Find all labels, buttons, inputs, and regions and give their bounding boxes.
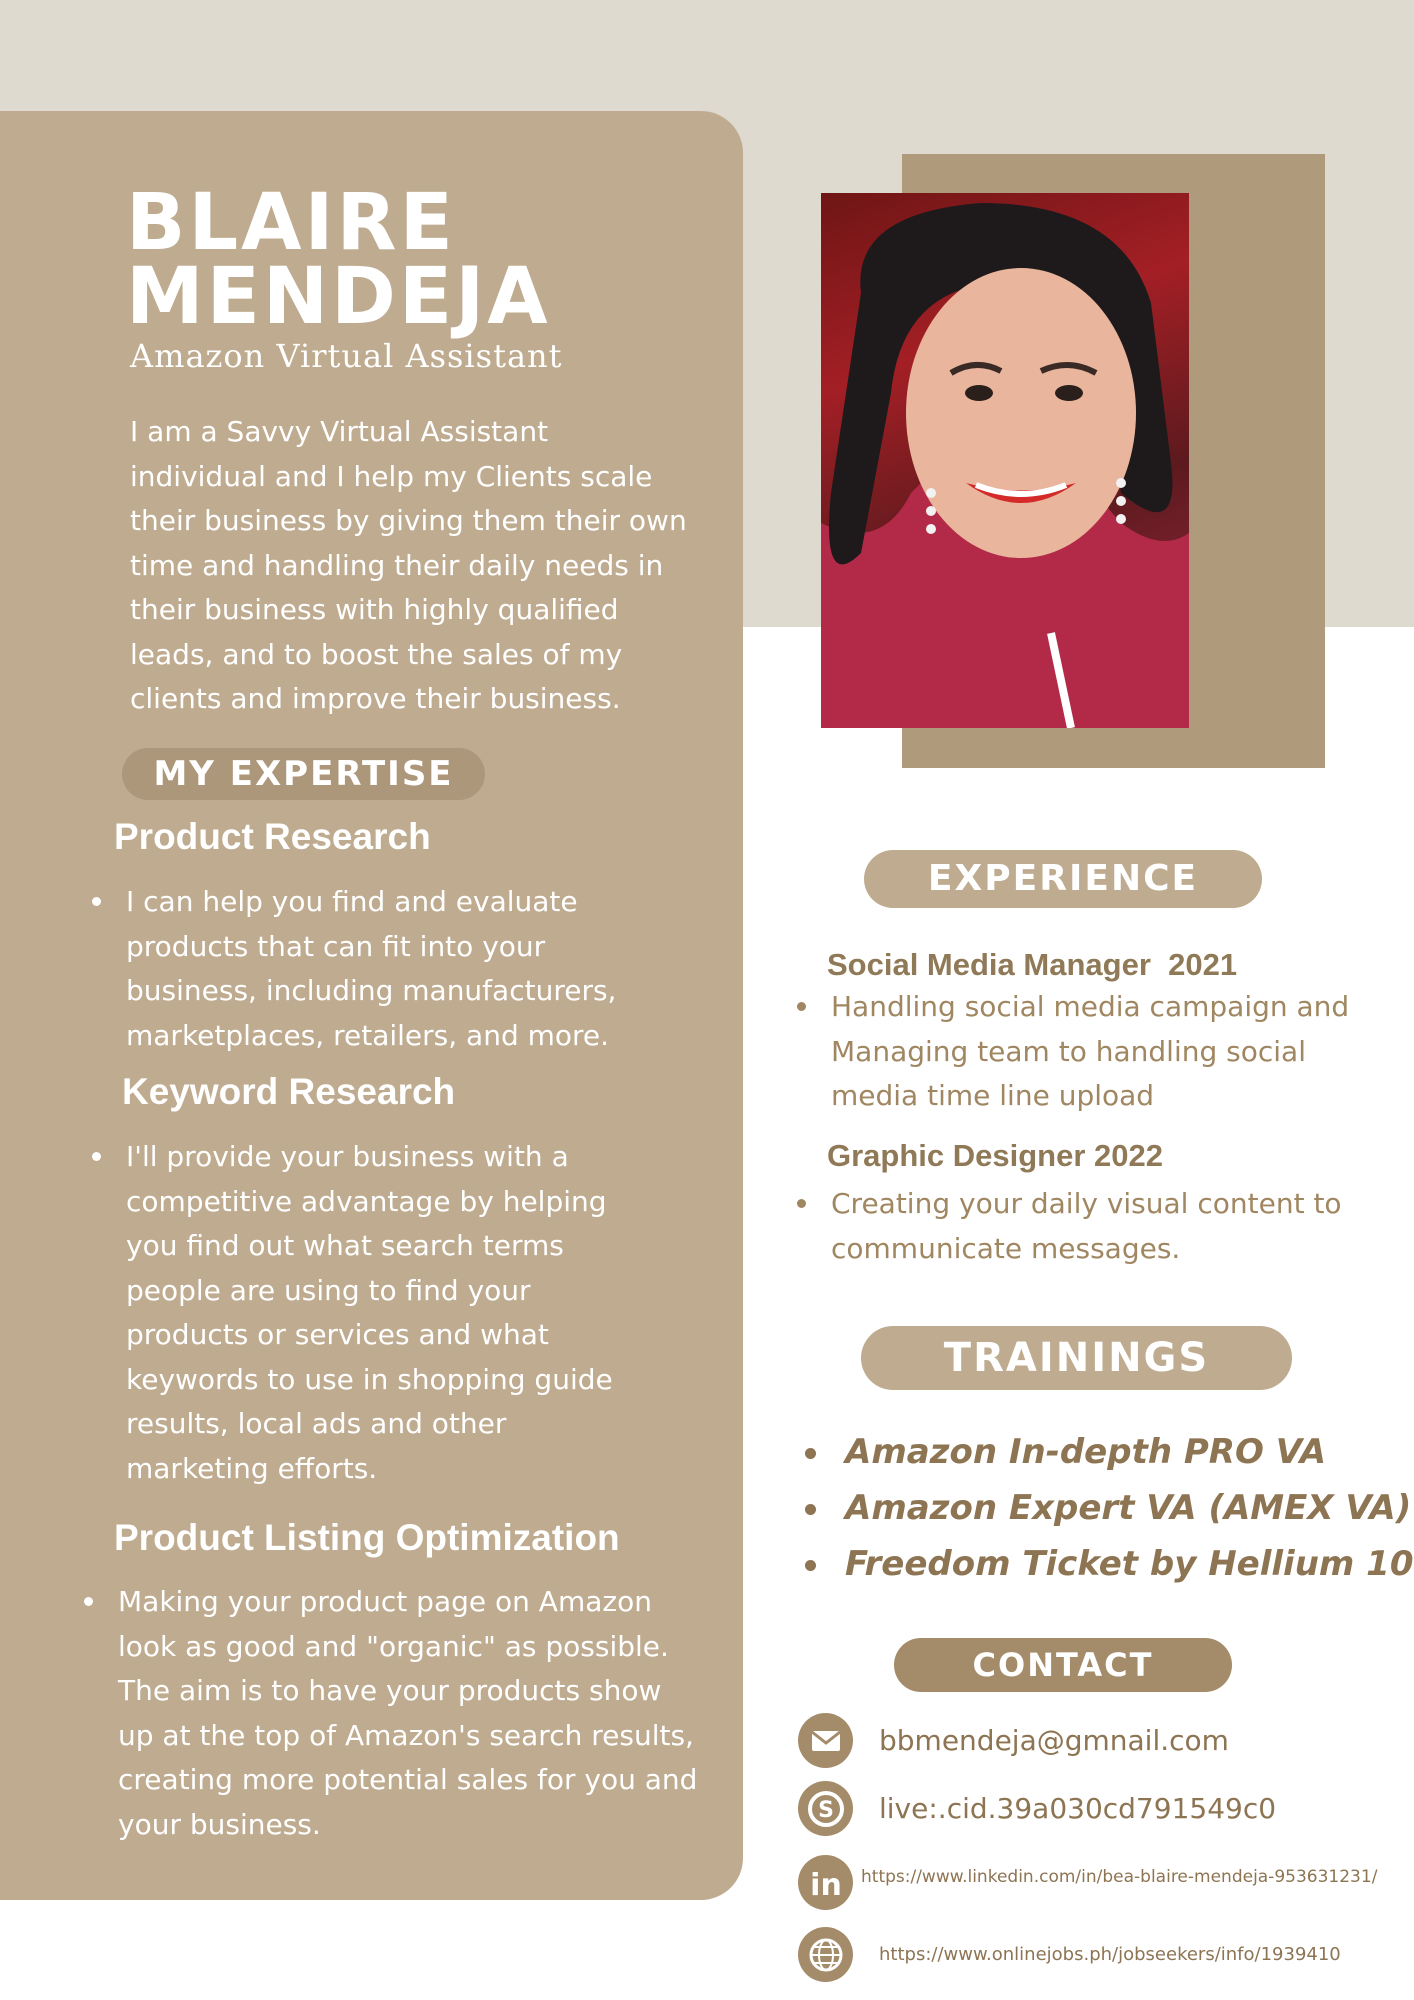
bullet-icon xyxy=(84,1597,93,1606)
contact-website-row[interactable] xyxy=(798,1927,1341,1982)
trainings-heading: TRAININGS xyxy=(861,1326,1292,1390)
contact-heading: CONTACT xyxy=(894,1638,1232,1692)
svg-text:S: S xyxy=(817,1797,834,1823)
job-entry-description: Handling social media campaign and Managing team to handling social media time line upload xyxy=(831,985,1401,1119)
contact-skype-row[interactable] xyxy=(798,1781,1276,1836)
contact-linkedin-row[interactable] xyxy=(798,1855,1377,1910)
bullet-icon xyxy=(805,1448,816,1459)
linkedin-link[interactable]: https://www.linkedin.com/in/bea-blaire-mendeja-953631231/ xyxy=(861,1866,1378,1887)
bullet-icon xyxy=(797,1199,806,1208)
job-entry-description: Creating your daily visual content to communicate messages. xyxy=(831,1182,1371,1271)
email-link[interactable]: bbmendeja@gmnail.com xyxy=(879,1724,1229,1757)
skill-description: I can help you find and evaluate products that can fit into your business, including manufacturers, marketplaces, retailers, and more. xyxy=(126,880,626,1058)
training-item: Amazon Expert VA (AMEX VA) xyxy=(845,1480,1414,1536)
bullet-icon xyxy=(805,1504,816,1515)
expertise-heading: MY EXPERTISE xyxy=(122,748,485,800)
skill-title-product-research: Product Research xyxy=(114,816,431,857)
globe-icon xyxy=(798,1927,853,1982)
job-title: Amazon Virtual Assistant xyxy=(130,337,563,375)
skype-id[interactable]: live:.cid.39a030cd791549c0 xyxy=(879,1792,1277,1825)
skill-title-listing-optimization: Product Listing Optimization xyxy=(114,1517,620,1558)
bullet-icon xyxy=(92,897,101,906)
job-entry-title: Graphic Designer 2022 xyxy=(827,1138,1163,1173)
last-name: MENDEJA xyxy=(126,252,551,342)
skill-description: Making your product page on Amazon look as good and "organic" as possible. The aim is to have your products show up at the top of Amazon's search results, creating more potential sales for you and your business. xyxy=(118,1580,698,1847)
skype-icon xyxy=(798,1781,853,1836)
trainings-list xyxy=(845,1424,1414,1592)
bullet-icon xyxy=(805,1560,816,1571)
skill-description: I'll provide your business with a competitive advantage by helping you find out what search terms people are using to find your products or services and what keywords to use in shopping guide results, local ads and other marketing efforts. xyxy=(126,1135,626,1491)
profile-photo xyxy=(821,193,1189,728)
mail-icon xyxy=(798,1713,853,1768)
job-entry-title: Social Media Manager 2021 xyxy=(827,947,1238,982)
svg-text:in: in xyxy=(809,1867,842,1900)
skill-title-keyword-research: Keyword Research xyxy=(122,1071,456,1112)
first-name: BLAIRE xyxy=(126,178,456,268)
bullet-icon xyxy=(92,1152,101,1161)
bullet-icon xyxy=(797,1002,806,1011)
contact-email-row[interactable] xyxy=(798,1713,1229,1768)
linkedin-icon xyxy=(798,1855,853,1910)
training-item: Freedom Ticket by Hellium 10 xyxy=(845,1536,1414,1592)
website-link[interactable]: https://www.onlinejobs.ph/jobseekers/info/1939410 xyxy=(879,1944,1341,1965)
summary-text: I am a Savvy Virtual Assistant individual and I help my Clients scale their business by giving them their own time and handling their daily needs in their business with highly qualified leads, and to boost the sales of my clients and improve their business. xyxy=(130,415,687,715)
experience-heading: EXPERIENCE xyxy=(864,850,1262,908)
training-item: Amazon In-depth PRO VA xyxy=(845,1424,1414,1480)
